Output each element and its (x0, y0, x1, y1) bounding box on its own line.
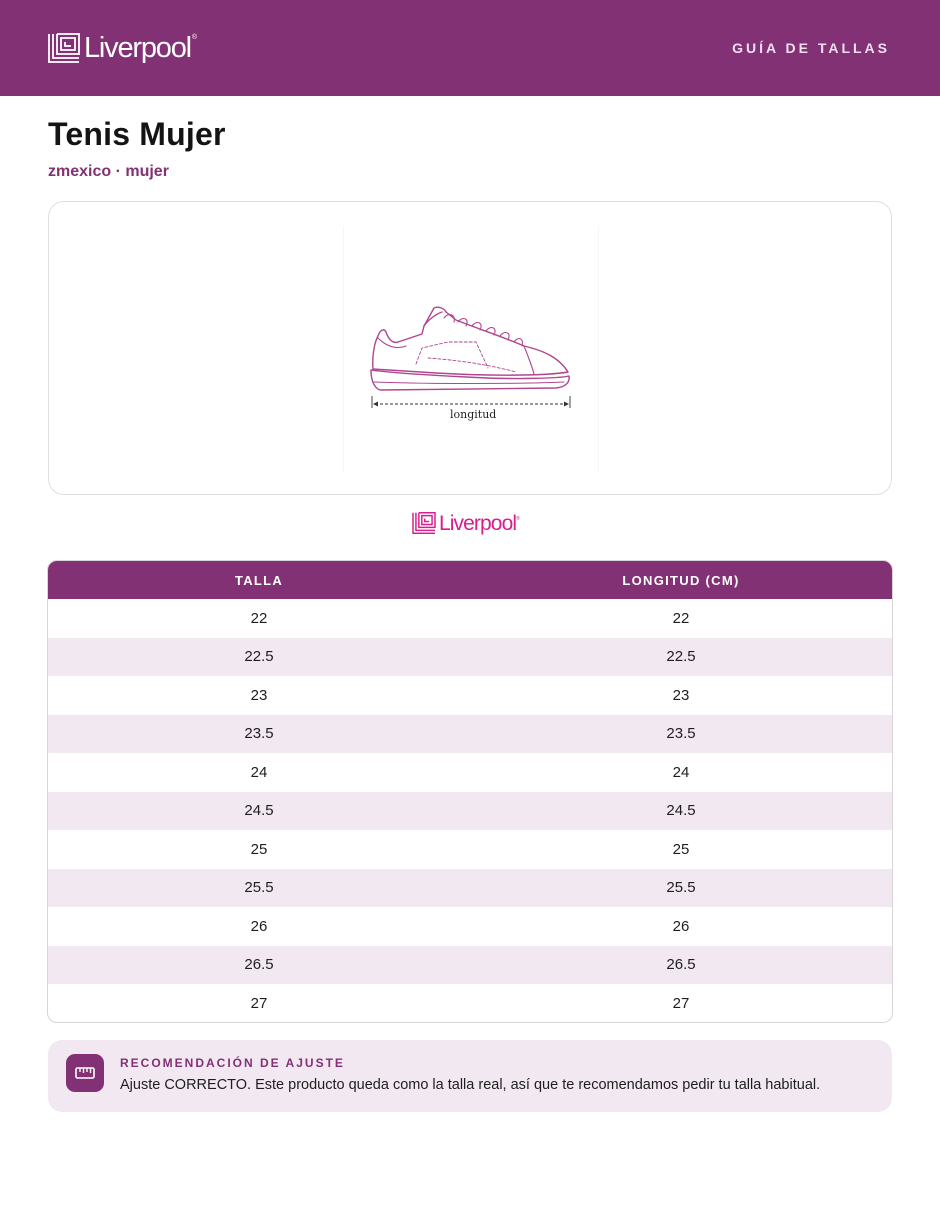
column-header-talla: TALLA (234, 572, 284, 588)
cell-talla: 23 (250, 686, 268, 704)
page-subtitle: zmexico · mujer (48, 163, 169, 180)
cell-talla: 26.5 (244, 956, 274, 974)
cell-longitud: 22.5 (666, 648, 696, 666)
cell-longitud: 25 (672, 840, 690, 858)
table-row (48, 792, 892, 831)
table-row (48, 869, 892, 908)
brand-trademark: ® (516, 516, 520, 522)
recommendation-text: Ajuste CORRECTO. Este producto queda como la talla real, así que te recomendamos pedir tu talla habitual. (120, 1077, 821, 1093)
shoe-image (343, 226, 599, 472)
cell-longitud: 22 (672, 609, 690, 627)
logo-wordmark: Liverpool (84, 31, 191, 64)
cell-talla: 23.5 (244, 725, 274, 743)
table-row (48, 599, 892, 638)
table-row (48, 946, 892, 985)
cell-talla: 25.5 (244, 879, 274, 897)
cell-talla: 24.5 (244, 802, 274, 820)
table-row (48, 638, 892, 677)
cell-talla: 27 (250, 994, 268, 1012)
top-header (0, 0, 940, 96)
cell-talla: 26 (250, 917, 268, 935)
cell-longitud: 23 (672, 686, 690, 704)
logo-trademark: ® (191, 34, 198, 41)
liverpool-brand-mark (412, 512, 520, 534)
table-header-row (48, 561, 892, 599)
cell-longitud: 27 (672, 994, 690, 1012)
sneaker-length-diagram (366, 298, 578, 418)
size-table (47, 560, 893, 1023)
fit-recommendation-card (48, 1040, 892, 1112)
page-title: Tenis Mujer (48, 116, 226, 152)
table-row (48, 715, 892, 754)
table-row (48, 753, 892, 792)
table-row (48, 830, 892, 869)
column-header-longitud: LONGITUD (CM) (622, 572, 740, 588)
cell-longitud: 26.5 (666, 956, 696, 974)
cell-talla: 24 (250, 763, 268, 781)
table-row (48, 676, 892, 715)
cell-longitud: 23.5 (666, 725, 696, 743)
liverpool-logo-icon (48, 33, 80, 63)
liverpool-logo[interactable] (48, 28, 197, 68)
table-row (48, 907, 892, 946)
ruler-icon (66, 1054, 104, 1092)
size-illustration-card (48, 201, 892, 495)
size-guide-label: GUÍA DE TALLAS (732, 40, 890, 56)
cell-longitud: 24 (672, 763, 690, 781)
cell-talla: 22 (250, 609, 268, 627)
brand-wordmark: Liverpool (439, 511, 517, 535)
cell-longitud: 26 (672, 917, 690, 935)
cell-talla: 25 (250, 840, 268, 858)
cell-longitud: 25.5 (666, 879, 696, 897)
liverpool-logo-icon (412, 512, 436, 534)
measure-label: longitud (450, 408, 497, 421)
table-row (48, 984, 892, 1023)
recommendation-heading: RECOMENDACIÓN DE AJUSTE (120, 1056, 345, 1070)
cell-longitud: 24.5 (666, 802, 696, 820)
cell-talla: 22.5 (244, 648, 274, 666)
